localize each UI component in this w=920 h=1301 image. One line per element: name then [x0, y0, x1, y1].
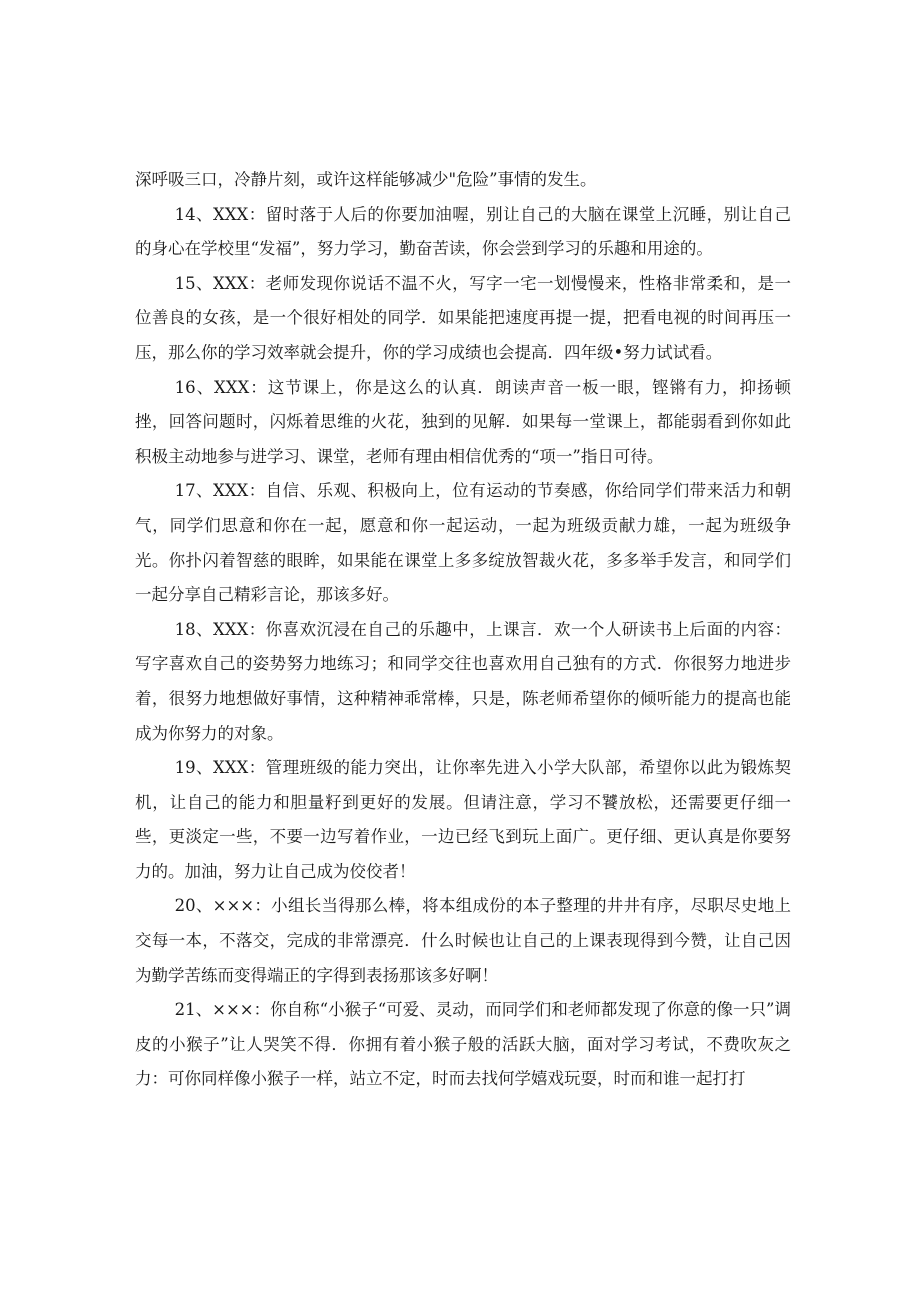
- paragraph-comment-19: 19、XXX：管理班级的能力突出，让你率先进入小学大队部，希望你以此为锻炼契机，让自己的能力和胆量籽到更好的发展。但请注意，学习不饕放松，还需要更仔细一些，更淡定一些，不要一边写着作业，一边已经飞到玩上面广。更仔细、更认真是你要努力的。加油，努力让自己成为佼佼者！: [135, 758, 791, 881]
- paragraph-continued: 深呼吸三口，冷静片刻，或许这样能够减少"危险”事情的发生。: [135, 170, 597, 189]
- paragraph-comment-16: 16、XXX：这节课上，你是这么的认真．朗读声音一板一眼，铿锵有力，抑扬顿挫，回答问题时，闪烁着思维的火花，独到的见解．如果每一堂课上，都能弱看到你如此积极主动地参与进学习、课堂，老师有理由相信优秀的“项一”指日可待。: [135, 377, 791, 466]
- paragraph-comment-17: 17、XXX：自信、乐观、积极向上，位有运动的节奏感，你给同学们带来活力和朝气，同学们思意和你在一起，愿意和你一起运动，一起为班级贡献力雄，一起为班级争光。你扑闪着智慈的眼眸，如果能在课堂上多多绽放智裁火花，多多举手发言，和同学们一起分享自己精彩言论，那该多好。: [135, 481, 791, 605]
- paragraph-comment-21: 21、×××：你自称“小猴子“可爱、灵动，而同学们和老师都发现了你意的像一只”调皮的小猴子”让人哭笑不得．你拥有着小猴子般的活跃大脑，面对学习考试，不费吹灰之力：可你同样像小猴子一样，站立不定，时而去找何学嬉戏玩耍，时而和谁一起打打: [135, 1000, 791, 1089]
- paragraph-comment-14: 14、XXX：留时落于人后的你要加油喔，别让自己的大脑在课堂上沉睡，别让自己的身心在学校里“发福”，努力学习，勤奋苦读，你会尝到学习的乐趣和用途的。: [135, 204, 791, 259]
- paragraph-comment-18: 18、XXX：你喜欢沉浸在自己的乐趣中，上课言．欢一个人研读书上后面的内容：写字喜欢自己的姿势努力地练习；和同学交往也喜欢用自己独有的方式．你很努力地进步着，很努力地想做好事情，这种精神乖常棒，只是，陈老师希望你的倾听能力的提高也能成为你努力的对象。: [135, 619, 791, 743]
- paragraph-comment-15: 15、XXX：老师发现你说话不温不火，写字一宅一划慢慢来，性格非常柔和，是一位善良的女孩，是一个很好相处的同学．如果能把速度再提一提，把看电视的时间再压一压，那么你的学习效率就会提升，你的学习成绩也会提高．四年级•努力试试看。: [135, 273, 791, 362]
- document-page: [135, 163, 791, 1097]
- paragraph-comment-20: 20、×××：小组长当得那么棒，将本组成份的本子整理的井井有序，尽职尽史地上交每一本，不落交，完成的非常漂亮．什么时候也让自己的上课表现得到今赞，让自己因为勤学苦练而变得端正的字得到表扬那该多好啊！: [135, 896, 791, 985]
